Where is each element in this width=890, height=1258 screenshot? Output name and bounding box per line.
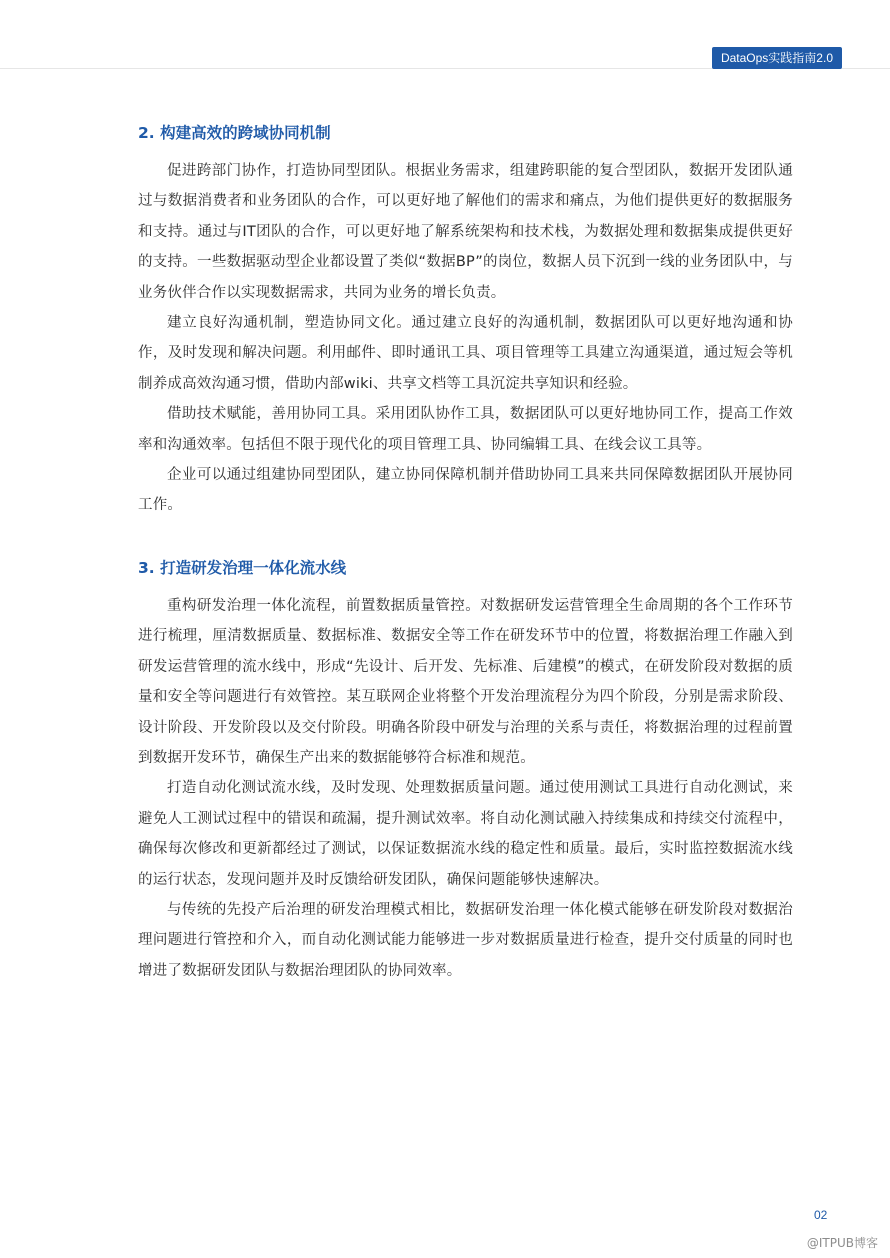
section-heading: 2. 构建高效的跨域协同机制 — [138, 124, 331, 142]
paragraph: 打造自动化测试流水线，及时发现、处理数据质量问题。通过使用测试工具进行自动化测试，来避免人工测试过程中的错误和疏漏，提升测试效率。将自动化测试融入持续集成和持续交付流程中，确保每次修改和更新都经过了测试，以保证数据流水线的稳定性和质量。最后，实时监控数据流水线的运行状态，发现问题并及时反馈给研发团队，确保问题能够快速解决。 — [138, 780, 793, 888]
document-title-badge: DataOps实践指南2.0 — [712, 47, 842, 69]
section-cross-domain-collaboration — [138, 120, 793, 521]
watermark: @ITPUB博客 — [806, 1236, 878, 1250]
paragraph: 建立良好沟通机制，塑造协同文化。通过建立良好的沟通机制，数据团队可以更好地沟通和协作，及时发现和解决问题。利用邮件、即时通讯工具、项目管理等工具建立沟通渠道，通过短会等机制养成高效沟通习惯，借助内部wiki、共享文档等工具沉淀共享知识和经验。 — [138, 315, 793, 392]
paragraph: 企业可以通过组建协同型团队，建立协同保障机制并借助协同工具来共同保障数据团队开展协同工作。 — [138, 467, 793, 514]
paragraph: 重构研发治理一体化流程，前置数据质量管控。对数据研发运营管理全生命周期的各个工作环节进行梳理，厘清数据质量、数据标准、数据安全等工作在研发环节中的位置，将数据治理工作融入到研发运营管理的流水线中，形成“先设计、后开发、先标准、后建模”的模式，在研发阶段对数据的质量和安全等问题进行有效管控。某互联网企业将整个开发治理流程分为四个阶段，分别是需求阶段、设计阶段、开发阶段以及交付阶段。明确各阶段中研发与治理的关系与责任，将数据治理的过程前置到数据开发环节，确保生产出来的数据能够符合标准和规范。 — [138, 597, 793, 766]
paragraph: 借助技术赋能，善用协同工具。采用团队协作工具，数据团队可以更好地协同工作，提高工作效率和沟通效率。包括但不限于现代化的项目管理工具、协同编辑工具、在线会议工具等。 — [138, 406, 793, 453]
page-number: 02 — [814, 1208, 828, 1222]
section-rd-governance-pipeline — [138, 555, 793, 986]
section-heading: 3. 打造研发治理一体化流水线 — [138, 558, 347, 577]
page-content — [138, 120, 793, 986]
paragraph: 与传统的先投产后治理的研发治理模式相比，数据研发治理一体化模式能够在研发阶段对数据治理问题进行管控和介入，而自动化测试能力能够进一步对数据质量进行检查，提升交付质量的同时也增进了数据研发团队与数据治理团队的协同效率。 — [138, 901, 793, 979]
paragraph: 促进跨部门协作，打造协同型团队。根据业务需求，组建跨职能的复合型团队，数据开发团队通过与数据消费者和业务团队的合作，可以更好地了解他们的需求和痛点，为他们提供更好的数据服务和支持。通过与IT团队的合作，可以更好地了解系统架构和技术栈，为数据处理和数据集成提供更好的支持。一些数据驱动型企业都设置了类似“数据BP”的岗位，数据人员下沉到一线的业务团队中，与业务伙伴合作以实现数据需求，共同为业务的增长负责。 — [138, 163, 793, 301]
